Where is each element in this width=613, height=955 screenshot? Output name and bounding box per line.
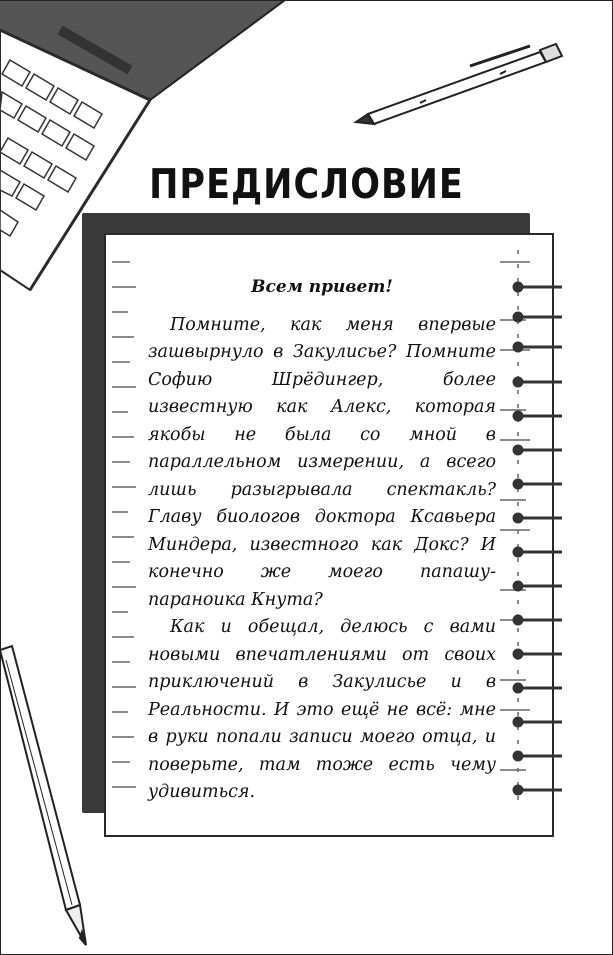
page-title: ПРЕДИСЛОВИЕ [149, 161, 464, 210]
preface-text [148, 270, 496, 807]
paragraph-2: Как и обещал, делюсь с вами новыми впечатлениями от своих приключений в Закулисье и в Реальности. И это ещё не всё: мне в руки попали записи моего отца, и поверьте, там тоже есть чему удивиться. [148, 617, 496, 802]
paragraph-1: Помните, как меня впервые зашвырнуло в Закулисье? Помните Софию Шрёдингер, более известную как Алекс, которая якобы не была со мной в параллельном измерении, а всего лишь разыгрывала спектакль? Главу биологов доктора Ксавьера Миндера, известного как Докс? И конечно же моего папашу-параноика Кнута? [148, 314, 496, 610]
greeting: Всем привет! [251, 277, 393, 297]
